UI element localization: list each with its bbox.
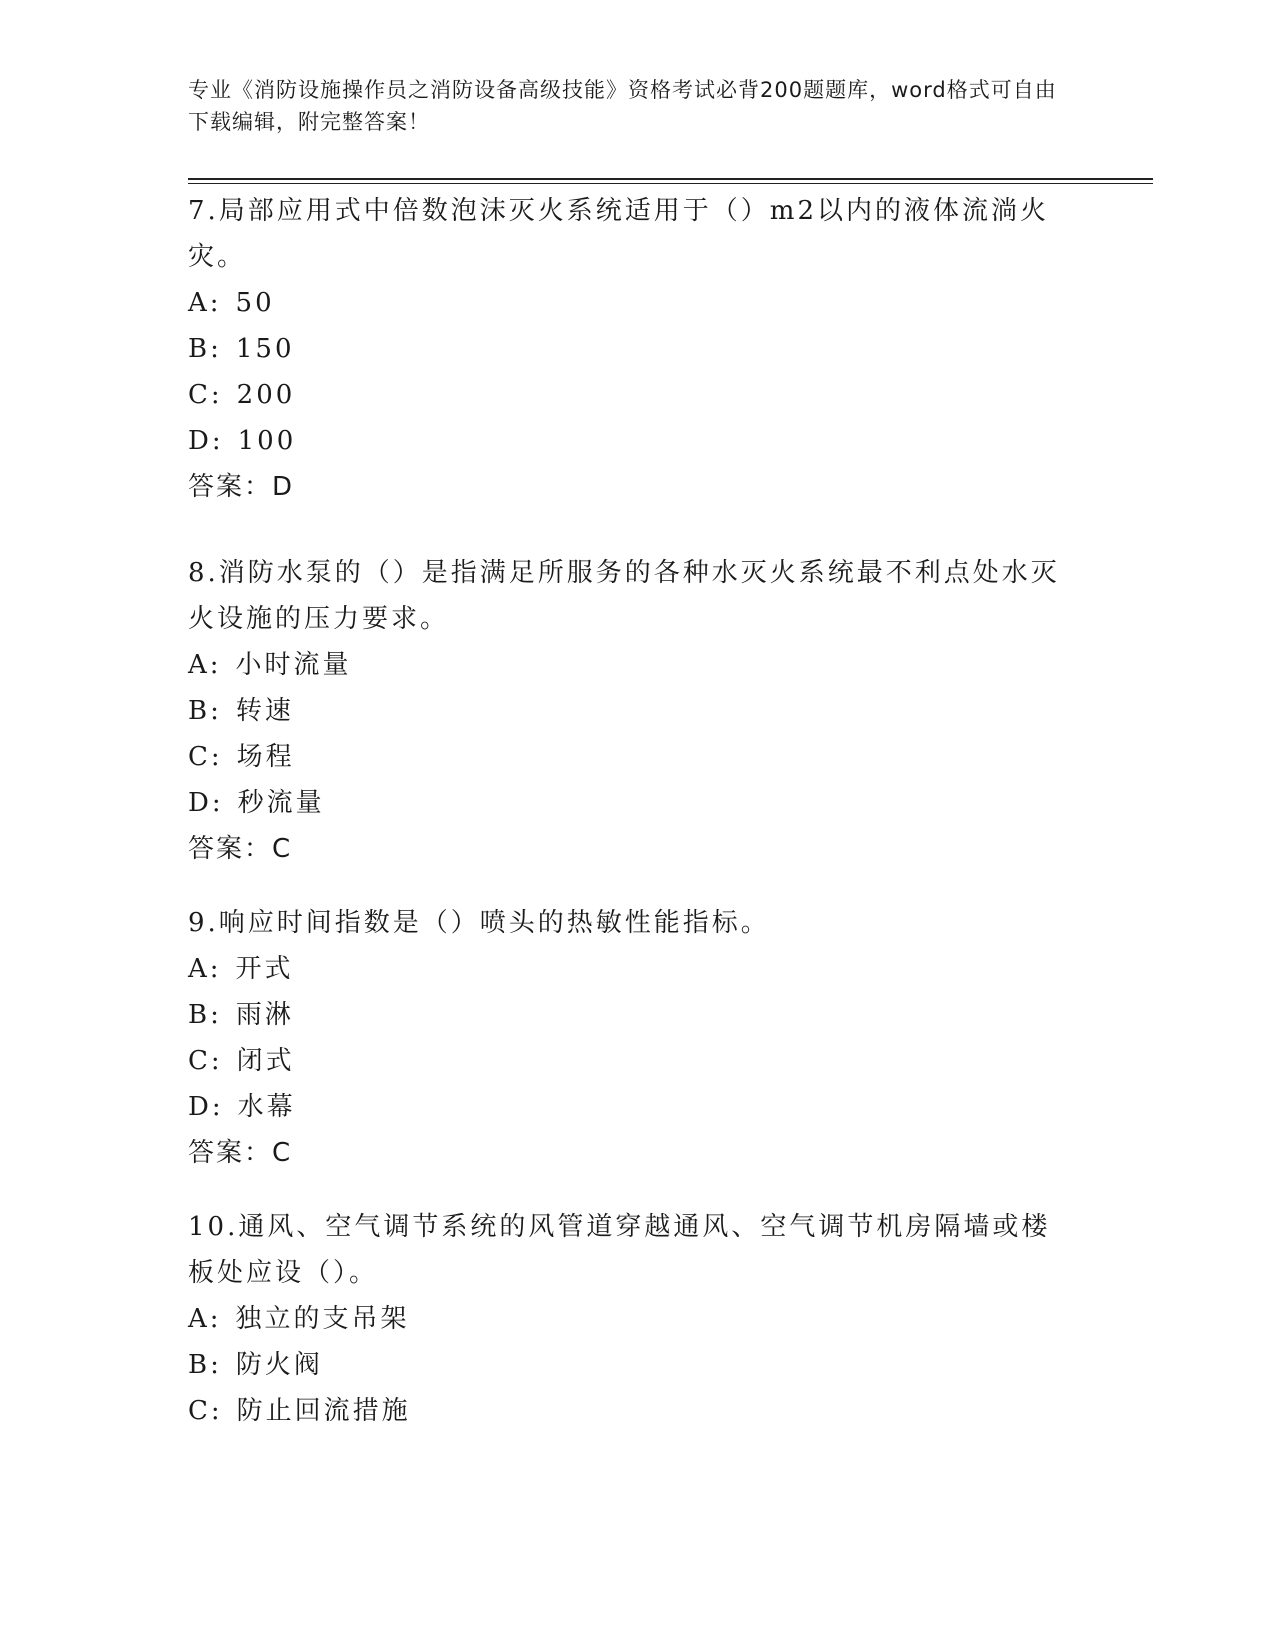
question-stem: 9.响应时间指数是（）喷头的热敏性能指标。 <box>188 908 770 938</box>
option-label: A: <box>188 1304 222 1334</box>
option-label: A: <box>188 650 222 680</box>
question-stem: 10.通风、空气调节系统的风管道穿越通风、空气调节机房隔墙或楼板处应设（）。 <box>188 1212 1051 1288</box>
document-header: 专业《消防设施操作员之消防设备高级技能》资格考试必背200题题库，word格式可自由下载编辑，附完整答案！ <box>188 78 1057 134</box>
option-text: 防火阀 <box>235 1350 323 1380</box>
option-text: 转速 <box>235 696 294 726</box>
answer-line: 答案：D <box>188 472 295 502</box>
option-text: 150 <box>235 334 295 364</box>
option-label: B: <box>188 334 222 364</box>
question-8 <box>188 550 1078 872</box>
option-text: 200 <box>236 380 296 410</box>
option-b <box>188 326 1078 372</box>
answer-line: 答案：C <box>188 1138 293 1168</box>
option-c <box>188 1388 1078 1434</box>
option-label: C: <box>188 1396 223 1426</box>
option-c <box>188 372 1078 418</box>
option-label: D: <box>188 788 224 818</box>
option-text: 防止回流措施 <box>236 1396 411 1426</box>
question-9 <box>188 900 1078 1176</box>
option-b <box>188 688 1078 734</box>
option-label: D: <box>188 1092 224 1122</box>
option-b <box>188 992 1078 1038</box>
question-7 <box>188 188 1078 510</box>
header-divider-thin <box>188 183 1153 184</box>
option-label: C: <box>188 742 223 772</box>
option-c <box>188 1038 1078 1084</box>
option-text: 50 <box>235 288 275 318</box>
answer-line: 答案：C <box>188 834 293 864</box>
option-label: D: <box>188 426 224 456</box>
option-a <box>188 1296 1078 1342</box>
option-text: 开式 <box>235 954 294 984</box>
option-d <box>188 1084 1078 1130</box>
option-label: A: <box>188 288 222 318</box>
option-d <box>188 780 1078 826</box>
question-10 <box>188 1204 1078 1434</box>
option-a <box>188 946 1078 992</box>
option-c <box>188 734 1078 780</box>
option-text: 小时流量 <box>235 650 352 680</box>
question-stem: 8.消防水泵的（）是指满足所服务的各种水灭火系统最不利点处水灭火设施的压力要求。 <box>188 558 1060 634</box>
option-label: B: <box>188 1000 222 1030</box>
option-text: 闭式 <box>236 1046 295 1076</box>
question-stem: 7.局部应用式中倍数泡沫灭火系统适用于（）m2以内的液体流淌火灾。 <box>188 196 1050 272</box>
option-text: 水幕 <box>237 1092 296 1122</box>
option-b <box>188 1342 1078 1388</box>
option-text: 秒流量 <box>237 788 325 818</box>
option-text: 雨淋 <box>235 1000 294 1030</box>
header-divider-thick <box>188 178 1153 180</box>
option-label: A: <box>188 954 222 984</box>
option-label: B: <box>188 696 222 726</box>
option-a <box>188 280 1078 326</box>
option-d <box>188 418 1078 464</box>
option-label: C: <box>188 1046 223 1076</box>
option-a <box>188 642 1078 688</box>
option-text: 100 <box>237 426 297 456</box>
option-label: C: <box>188 380 223 410</box>
option-text: 场程 <box>236 742 295 772</box>
option-text: 独立的支吊架 <box>235 1304 410 1334</box>
option-label: B: <box>188 1350 222 1380</box>
